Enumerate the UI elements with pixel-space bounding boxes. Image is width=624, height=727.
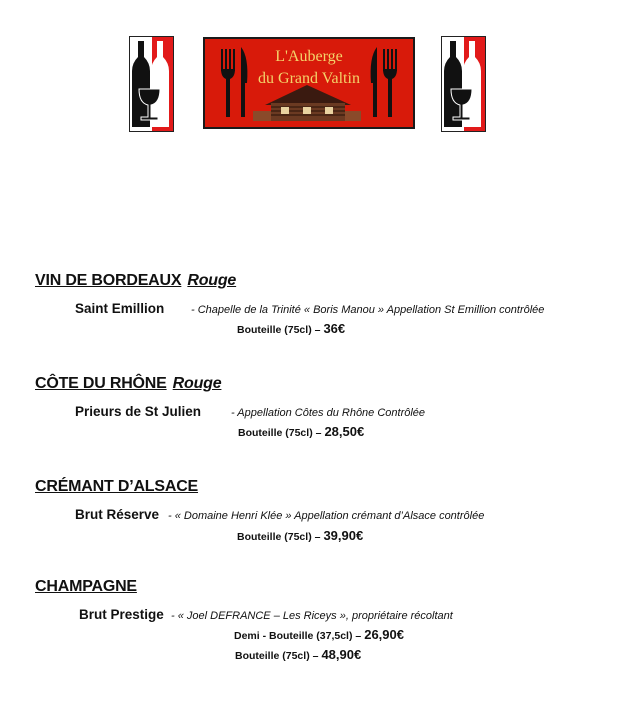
wine-description: - Chapelle de la Trinité « Boris Manou » Appellation St Emillion contrôlée xyxy=(191,304,545,316)
price-value: 36€ xyxy=(323,321,346,336)
wine-name: Brut Réserve xyxy=(75,507,160,522)
price-value: 39,90€ xyxy=(323,528,364,543)
price-line xyxy=(237,528,363,543)
price-label: Bouteille (75cl) – xyxy=(235,650,319,662)
wine-name: Brut Prestige xyxy=(79,607,164,622)
section-style: Rouge xyxy=(172,375,222,392)
price-value: 48,90€ xyxy=(321,647,362,662)
section-title-text: CHAMPAGNE xyxy=(35,578,137,595)
price-value: 28,50€ xyxy=(324,424,365,439)
price-label: Bouteille (75cl) – xyxy=(237,324,321,336)
price-label: Demi - Bouteille (37,5cl) – xyxy=(234,630,362,642)
restaurant-logo xyxy=(203,37,415,129)
price-line xyxy=(237,321,345,336)
section-title-bordeaux xyxy=(35,272,236,290)
chalet-icon xyxy=(253,85,361,121)
wine-bottles-icon xyxy=(129,36,174,132)
wine-bottles-icon xyxy=(441,36,486,132)
section-title-text: CRÉMANT D’ALSACE xyxy=(35,478,199,495)
logo-title-line2: du Grand Valtin xyxy=(258,70,360,87)
wine-name: Saint Emillion xyxy=(75,301,165,316)
section-title-text: CÔTE DU RHÔNE xyxy=(35,375,167,392)
price-line xyxy=(235,647,361,662)
menu-header xyxy=(0,0,624,140)
wine-description: - « Domaine Henri Klée » Appellation crémant d’Alsace contrôlée xyxy=(168,510,485,522)
price-value: 26,90€ xyxy=(364,627,404,642)
wine-name: Prieurs de St Julien xyxy=(75,404,202,419)
price-label: Bouteille (75cl) – xyxy=(238,427,322,439)
section-title-champagne xyxy=(35,578,137,596)
section-style: Rouge xyxy=(187,272,237,289)
section-title-cremant xyxy=(35,478,198,496)
section-title-text: VIN DE BORDEAUX xyxy=(35,272,182,289)
logo-title-line1: L'Auberge xyxy=(275,48,343,65)
section-title-rhone xyxy=(35,375,221,393)
price-line xyxy=(238,424,364,439)
price-line xyxy=(234,627,404,642)
wine-description: - « Joel DEFRANCE – Les Riceys », propriétaire récoltant xyxy=(171,610,453,622)
wine-description: - Appellation Côtes du Rhône Contrôlée xyxy=(231,407,426,419)
price-label: Bouteille (75cl) – xyxy=(237,531,321,543)
